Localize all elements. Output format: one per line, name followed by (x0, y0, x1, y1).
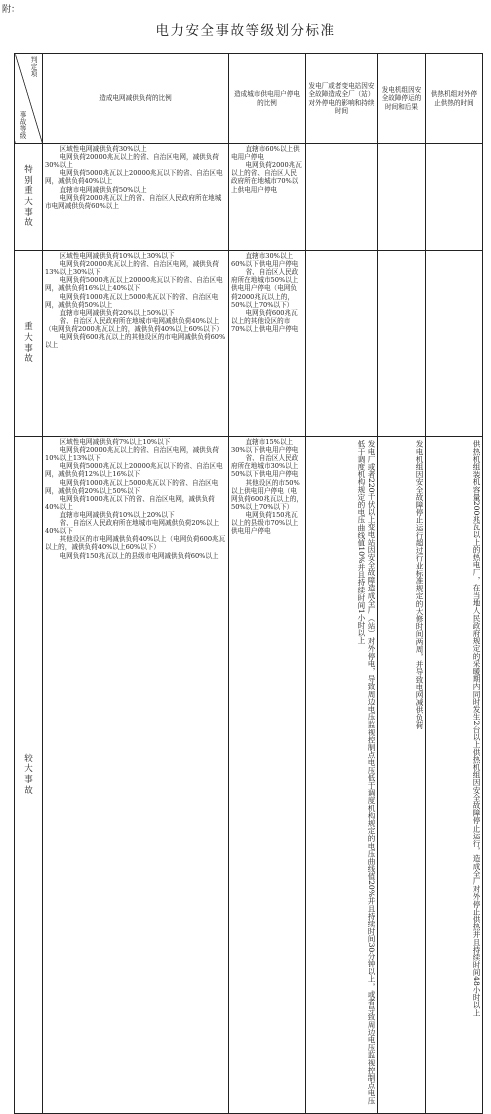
load-criterion: 直辖市电网减供负荷50%以上 (45, 186, 226, 194)
grade-label-char: 事 (17, 208, 40, 219)
load-criterion: 区域性电网减供负荷7%以上10%以下 (45, 438, 226, 446)
load-criterion: 区域性电网减供负荷10%以上30%以下 (45, 252, 226, 260)
user-criterion: 其他设区的市50%以上供电用户停电（电网负荷600兆瓦以上的，50%以上70%以下） (231, 479, 303, 511)
load-ratio-cell (43, 437, 229, 1114)
table-header-row (15, 54, 483, 144)
grade-label-char: 故 (17, 786, 40, 797)
grade-cell (15, 251, 43, 437)
load-criterion: 电网负荷5000兆瓦以上20000兆瓦以下的省、自治区电网，减供负荷16%以上40%以下 (45, 276, 226, 292)
grade-label-char: 大 (17, 197, 40, 208)
grade-label-char: 事 (17, 775, 40, 786)
user-criterion: 直辖市30%以上60%以下供电用户停电 (231, 252, 303, 268)
user-criterion: 直辖市60%以上供电用户停电 (231, 145, 303, 161)
load-criterion: 电网负荷1000兆瓦以下的省、自治区电网，减供负荷40%以上 (45, 495, 226, 511)
grade-label-char: 重 (17, 322, 40, 333)
corner-label-criteria: 判定项 (28, 57, 40, 78)
unit-outage-cell (378, 144, 426, 251)
table-corner-cell (15, 54, 43, 144)
grade-label-char: 重 (17, 186, 40, 197)
load-criterion: 直辖市电网减供负荷20%以上50%以下 (45, 309, 226, 317)
grade-label-char: 别 (17, 176, 40, 187)
grade-label-char: 大 (17, 764, 40, 775)
table-row (15, 144, 483, 251)
grade-label-char: 大 (17, 333, 40, 344)
header-load-ratio: 造成电网减供负荷的比例 (43, 54, 229, 144)
unit-outage-cell: 发电机组因安全故障停止运行超过行业标准规定的大修时间两周，并导致电网减供负荷 (378, 437, 426, 1114)
accident-grade-table (14, 53, 483, 1114)
grade-label-char: 较 (17, 754, 40, 765)
load-criterion: 直辖市电网减供负荷10%以上20%以下 (45, 511, 226, 519)
header-plant-outage: 发电厂或者变电站因安全故障造成全厂（站）对外停电的影响和持续时间 (306, 54, 378, 144)
header-heat-supply: 供热机组对外停止供热的时间 (426, 54, 483, 144)
attachment-label: 附： (2, 2, 20, 15)
grade-cell (15, 437, 43, 1114)
heat-supply-cell: 供热机组装机容量200兆瓦以上的热电厂，在当地人民政府规定的采暖期内同时发生2台以上供热机组因安全故障停止运行，造成全厂对外停止供热并且持续时间48小时以上 (426, 437, 483, 1114)
user-criterion: 电网负荷600兆瓦以上的其他设区的市70%以上供电用户停电 (231, 309, 303, 333)
load-criterion: 电网负荷20000兆瓦以上的省、自治区电网，减供负荷13%以上30%以下 (45, 260, 226, 276)
city-users-cell (229, 144, 306, 251)
header-city-users: 造成城市供电用户停电的比例 (229, 54, 306, 144)
table-row (15, 251, 483, 437)
load-criterion: 电网负荷1000兆瓦以上5000兆瓦以下的省、自治区电网，减供负荷20%以上50%以下 (45, 479, 226, 495)
load-criterion: 电网负荷20000兆瓦以上的省、自治区电网，减供负荷10%以上13%以下 (45, 446, 226, 462)
grade-label-char: 故 (17, 218, 40, 229)
load-criterion: 电网负荷1000兆瓦以上5000兆瓦以下的省、自治区电网，减供负荷50%以上 (45, 293, 226, 309)
city-users-cell (229, 251, 306, 437)
plant-outage-cell (306, 251, 378, 437)
load-criterion: 电网负荷5000兆瓦以上20000兆瓦以下的省、自治区电网，减供负荷12%以上16%以下 (45, 462, 226, 478)
corner-label-grade: 事故等级 (17, 112, 29, 140)
user-criterion: 省、自治区人民政府所在地城市30%以上50%以下供电用户停电 (231, 454, 303, 478)
load-ratio-cell (43, 251, 229, 437)
load-criterion: 省、自治区人民政府所在地城市电网减供负荷20%以上40%以下 (45, 519, 226, 535)
plant-outage-cell (306, 144, 378, 251)
grade-label-char: 故 (17, 354, 40, 365)
unit-outage-cell (378, 251, 426, 437)
load-criterion: 省、自治区人民政府所在地城市电网减供负荷40%以上（电网负荷2000兆瓦以上的，减供负荷40%以上60%以下） (45, 317, 226, 333)
load-criterion: 其他设区的市电网减供负荷40%以上（电网负荷600兆瓦以上的，减供负荷40%以上60%以下） (45, 535, 226, 551)
load-criterion: 电网负荷600兆瓦以上的其他设区的市电网减供负荷60%以上 (45, 333, 226, 349)
grade-label-char: 特 (17, 165, 40, 176)
load-criterion: 电网负荷5000兆瓦以上20000兆瓦以下的省、自治区电网，减供负荷40%以上 (45, 169, 226, 185)
heat-supply-cell (426, 251, 483, 437)
grade-label-char: 事 (17, 344, 40, 355)
header-unit-outage: 发电机组因安全故障停运的时间和后果 (378, 54, 426, 144)
user-criterion: 电网负荷2000兆瓦以上的省、自治区人民政府所在地城市70%以上供电用户停电 (231, 161, 303, 193)
page-title: 电力安全事故等级划分标准 (0, 19, 491, 39)
grade-cell (15, 144, 43, 251)
plant-outage-cell: 发电厂或者220千伏以上变电站因安全故障造成全厂（站）对外停电，导致周边电压监视控制点电压低于调度机构规定的电压曲线值20%并且持续时间30分钟以上，或者导致周边电压监视控制点电压低于调度机构规定的电压曲线值10%并且持续时间1小时以上 (306, 437, 378, 1114)
heat-supply-cell (426, 144, 483, 251)
user-criterion: 直辖市15%以上30%以下供电用户停电 (231, 438, 303, 454)
user-criterion: 省、自治区人民政府所在地城市50%以上供电用户停电（电网负荷2000兆瓦以上的，50%以上70%以下） (231, 268, 303, 309)
load-criterion: 电网负荷2000兆瓦以上的省、自治区人民政府所在地城市电网减供负荷60%以上 (45, 194, 226, 210)
city-users-cell (229, 437, 306, 1114)
table-row (15, 437, 483, 1114)
user-criterion: 电网负荷150兆瓦以上的县级市70%以上供电用户停电 (231, 511, 303, 535)
load-criterion: 电网负荷150兆瓦以上的县级市电网减供负荷60%以上 (45, 552, 226, 560)
load-criterion: 区域性电网减供负荷30%以上 (45, 145, 226, 153)
load-criterion: 电网负荷20000兆瓦以上的省、自治区电网，减供负荷30%以上 (45, 153, 226, 169)
load-ratio-cell (43, 144, 229, 251)
